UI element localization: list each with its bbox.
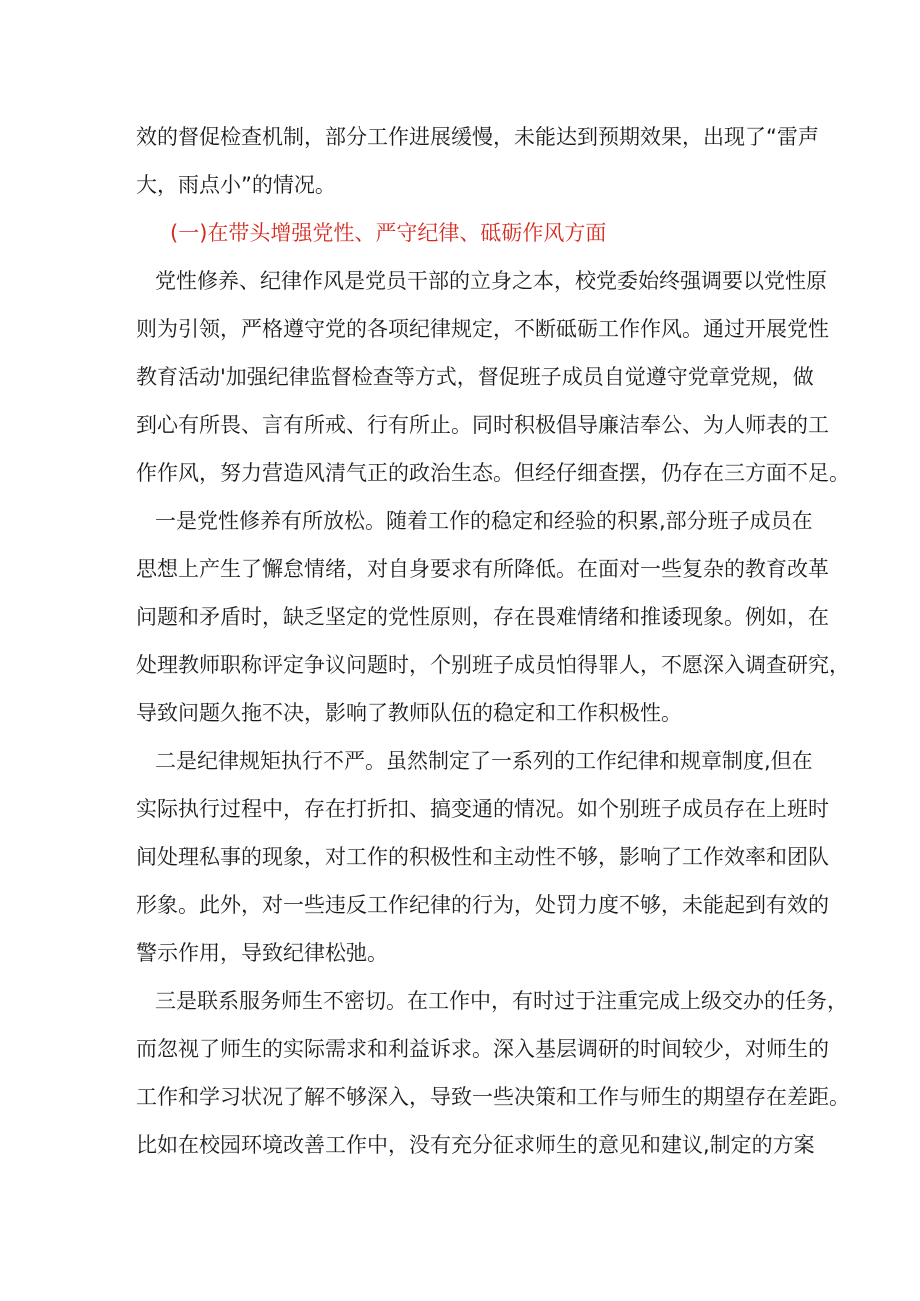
paragraph-line: 间处理私事的现象，对工作的积极性和主动性不够，影响了工作效率和团队	[136, 845, 829, 869]
paragraph-line: 三是联系服务师生不密切。在工作中，有时过于注重完成上级交办的任务，	[155, 989, 848, 1013]
paragraph-line: 作作风，努力营造风清气正的政治生态。但经仔细查摆，仍存在三方面不足。	[136, 461, 850, 485]
paragraph-line: 比如在校园环境改善工作中，没有充分征求师生的意见和建议,制定的方案	[136, 1133, 815, 1157]
paragraph-line: 形象。此外，对一些违反工作纪律的行为，处罚力度不够，未能起到有效的	[136, 893, 829, 917]
section-heading: (一)在带头增强党性、严守纪律、砥砺作风方面	[170, 221, 607, 245]
paragraph-line: 警示作用，导致纪律松弛。	[136, 941, 388, 965]
paragraph-line: 到心有所畏、言有所戒、行有所止。同时积极倡导廉洁奉公、为人师表的工	[136, 413, 829, 437]
paragraph-line: 处理教师职称评定争议问题时，个别班子成员怕得罪人，不愿深入调查研究，	[136, 653, 850, 677]
paragraph-line: 大，雨点小”的情况。	[136, 173, 336, 197]
paragraph-line: 效的督促检查机制，部分工作进展缓慢，未能达到预期效果，出现了“雷声	[136, 125, 819, 149]
paragraph-line: 一是党性修养有所放松。随着工作的稳定和经验的积累,部分班子成员在	[155, 509, 813, 533]
paragraph-line: 实际执行过程中，存在打折扣、搞变通的情况。如个别班子成员存在上班时	[136, 797, 829, 821]
paragraph-line: 工作和学习状况了解不够深入，导致一些决策和工作与师生的期望存在差距。	[136, 1085, 850, 1109]
paragraph-line: 而忽视了师生的实际需求和利益诉求。深入基层调研的时间较少，对师生的	[136, 1037, 829, 1061]
paragraph-line: 二是纪律规矩执行不严。虽然制定了一系列的工作纪律和规章制度,但在	[155, 749, 813, 773]
paragraph-line: 导致问题久拖不决，影响了教师队伍的稳定和工作积极性。	[136, 701, 682, 725]
paragraph-line: 教育活动'加强纪律监督检查等方式，督促班子成员自觉遵守党章党规，做	[136, 365, 814, 389]
paragraph-line: 问题和矛盾时，缺乏坚定的党性原则，存在畏难情绪和推诿现象。例如，在	[136, 605, 829, 629]
paragraph-line: 党性修养、纪律作风是党员干部的立身之本，校党委始终强调要以党性原	[155, 269, 827, 293]
paragraph-line: 思想上产生了懈怠情绪，对自身要求有所降低。在面对一些复杂的教育改革	[136, 557, 829, 581]
paragraph-line: 则为引领，严格遵守党的各项纪律规定，不断砥砺工作作风。通过开展党性	[136, 317, 829, 341]
